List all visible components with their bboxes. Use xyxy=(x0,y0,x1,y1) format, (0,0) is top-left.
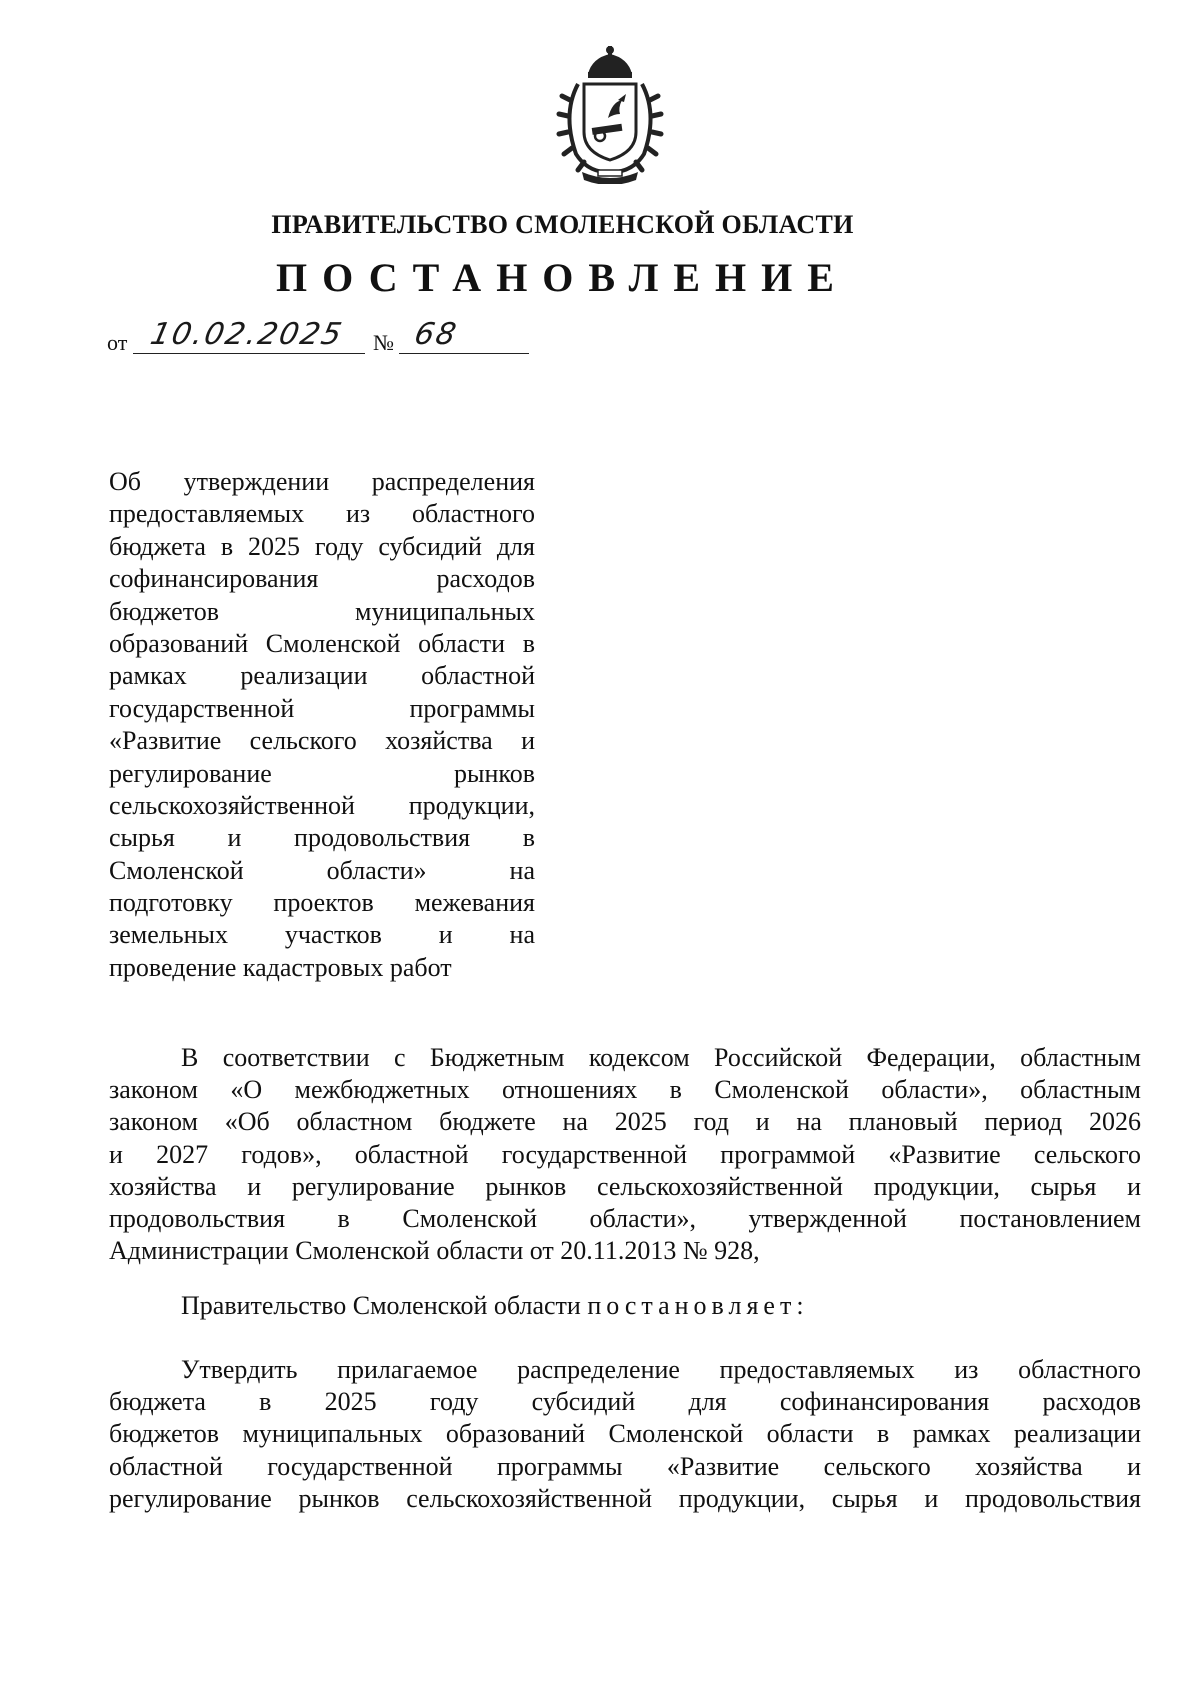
subject-line: регулирование рынков xyxy=(109,758,535,788)
subject-line: образований Смоленской области в xyxy=(109,628,535,658)
paragraph-line: хозяйства и регулирование рынков сельскохозяйственной продукции, сырья и xyxy=(109,1171,1141,1201)
paragraph-line: законом «Об областном бюджете на 2025 год и на плановый период 2026 xyxy=(109,1107,1141,1137)
number-label: № xyxy=(373,330,394,355)
paragraph-line: бюджетов муниципальных образований Смоленской области в рамках реализации xyxy=(109,1419,1141,1449)
preamble-paragraph xyxy=(109,1042,1141,1267)
number-value: 68 xyxy=(411,317,461,352)
paragraph-line: областной государственной программы «Развитие сельского хозяйства и xyxy=(109,1451,1141,1481)
paragraph-line: и 2027 годов», областной государственной программой «Развитие сельского xyxy=(109,1139,1141,1169)
subject-line: сырья и продовольствия в xyxy=(109,823,535,853)
paragraph-line: продовольствия в Смоленской области», утвержденной постановлением xyxy=(109,1203,1141,1233)
government-title: ПРАВИТЕЛЬСТВО СМОЛЕНСКОЙ ОБЛАСТИ xyxy=(271,210,854,239)
decree-subject xyxy=(109,466,535,984)
subject-line: «Развитие сельского хозяйства и xyxy=(109,726,535,756)
paragraph-line xyxy=(109,1290,1141,1322)
date-underline xyxy=(133,353,365,354)
subject-line: Смоленской области» на xyxy=(109,855,535,885)
subject-line: Об утверждении распределения xyxy=(109,467,535,496)
subject-line: государственной программы xyxy=(109,693,535,723)
approval-paragraph xyxy=(109,1354,1141,1515)
subject-line: сельскохозяйственной продукции, xyxy=(109,790,535,820)
subject-line: земельных участков и на xyxy=(109,920,535,950)
resolution-verb: постановляет: xyxy=(587,1291,809,1320)
paragraph-line: бюджета в 2025 году субсидий для софинансирования расходов xyxy=(109,1387,1141,1417)
paragraph-line: регулирование рынков сельскохозяйственной продукции, сырья и продовольствия xyxy=(109,1483,1141,1513)
paragraph-line: Утвердить прилагаемое распределение предоставляемых из областного xyxy=(181,1355,1141,1384)
date-label: от xyxy=(107,330,128,355)
paragraph-line: В соответствии с Бюджетным кодексом Российской Федерации, областным xyxy=(181,1043,1141,1072)
subject-line: подготовку проектов межевания xyxy=(109,888,535,918)
subject-line: рамках реализации областной xyxy=(109,661,535,691)
subject-line: бюджета в 2025 году субсидий для xyxy=(109,531,535,561)
smolensk-coat-of-arms-icon xyxy=(548,44,672,184)
subject-line: проведение кадастровых работ xyxy=(109,952,452,982)
subject-line: софинансирования расходов xyxy=(109,564,535,594)
date-value: 10.02.2025 xyxy=(147,317,347,352)
paragraph-line: Администрации Смоленской области от 20.11.2013 № 928, xyxy=(109,1236,760,1266)
subject-line: бюджетов муниципальных xyxy=(109,596,535,626)
resolution-paragraph xyxy=(109,1290,1141,1322)
date-number-line xyxy=(107,318,547,362)
document-type-title: ПОСТАНОВЛЕНИЕ xyxy=(276,255,849,300)
resolution-lead: Правительство Смоленской области xyxy=(181,1291,581,1320)
paragraph-line: законом «О межбюджетных отношениях в Смоленской области», областным xyxy=(109,1075,1141,1105)
subject-line: предоставляемых из областного xyxy=(109,499,535,529)
number-underline xyxy=(399,353,529,354)
